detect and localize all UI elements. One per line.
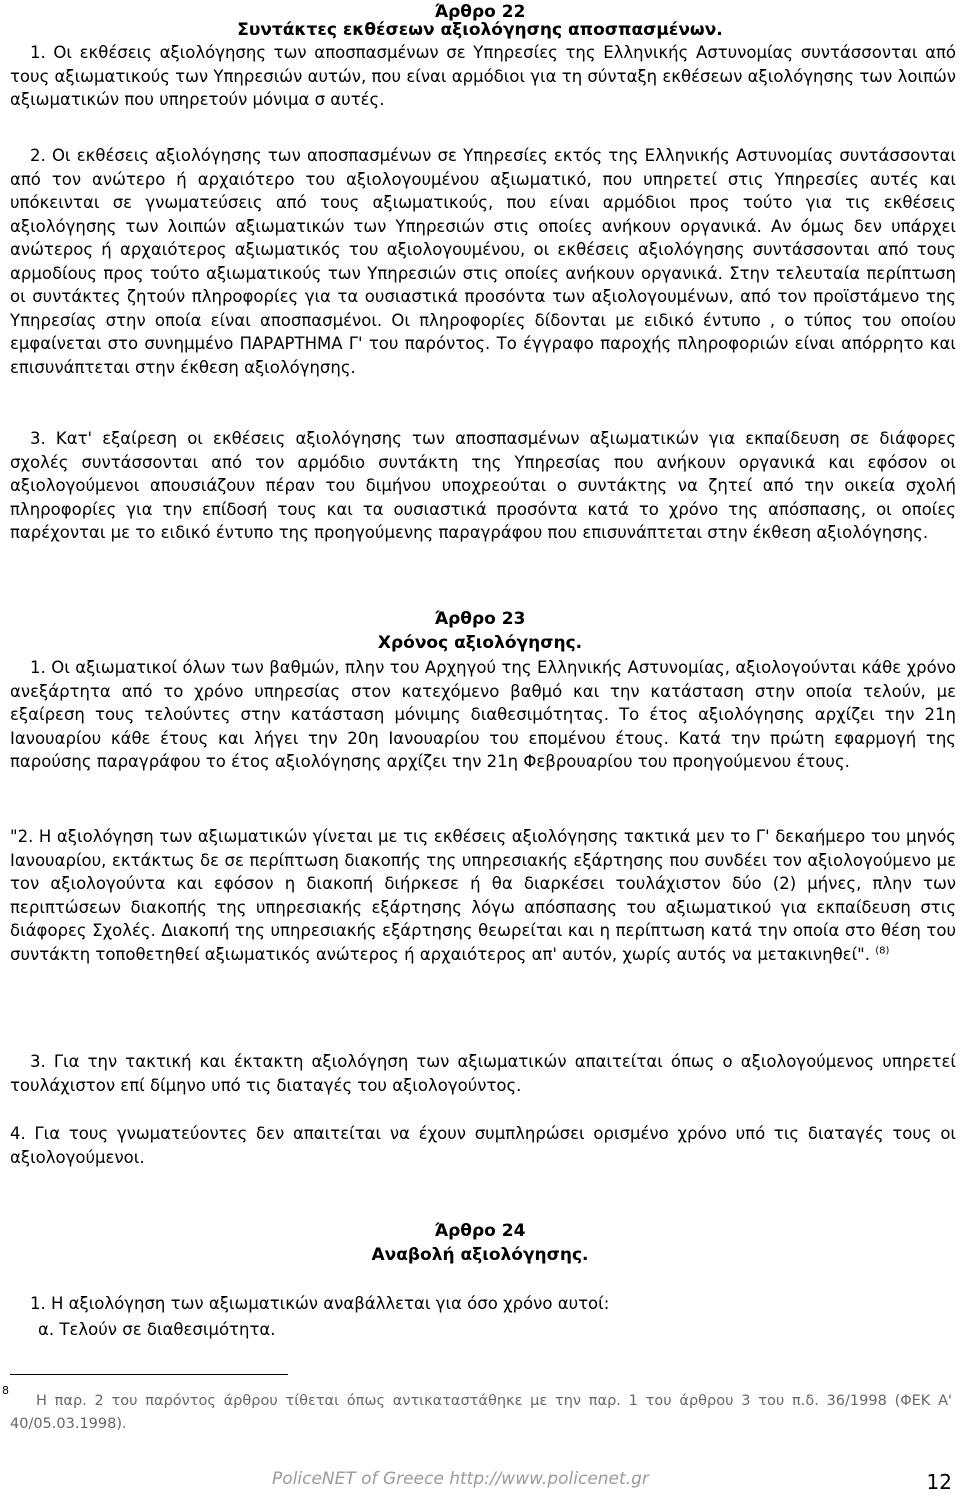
article-23-paragraph-4: 4. Για τους γνωματεύοντες δεν απαιτείται να έχουν συμπληρώσει ορισμένο χρόνο υπό τις διαταγές τους οι αξιολογούμενοι. (10, 1124, 956, 1167)
article-23-paragraph-1: 1. Οι αξιωματικοί όλων των βαθμών, πλην του Αρχηγού της Ελληνικής Αστυνομίας, αξιολογούνται κάθε χρόνο ανεξάρτητα από το χρόνο υπηρεσίας στον κατεχόμενο βαθμό και την κατάσταση στην οποία τελούν, με εξαίρεση τους τελούντες στην κατάσταση μόνιμης διαθεσιμότητας. Το έτος αξιολόγησης αρχίζει την 21η Ιανουαρίου κάθε έτους και λήγει την 20η Ιανουαρίου του επομένου έτους. Κατά την πρώτη εφαρμογή της παρούσης παραγράφου το έτος αξιολόγησης αρχίζει την 21η Φεβρουαρίου του προηγούμενου έτους. (10, 658, 956, 771)
article-23-title: Άρθρο 23 (434, 609, 526, 629)
article-24-title: Άρθρο 24 (434, 1221, 526, 1241)
article-23-subtitle: Χρόνος αξιολόγησης. (377, 633, 583, 653)
footnote-text: Η παρ. 2 του παρόντος άρθρου τίθεται όπως αντικαταστάθηκε με την παρ. 1 του άρθρου 3 του π.δ. 36/1998 (ΦΕΚ Α' 40/05.03.1998). (10, 1393, 952, 1432)
footnote-divider (10, 1374, 288, 1375)
article-22-paragraph-2: 2. Οι εκθέσεις αξιολόγησης των αποσπασμένων σε Υπηρεσίες εκτός της Ελληνικής Αστυνομίας συντάσσονται από τον ανώτερο ή αρχαιότερο του αξιολογουμένου αξιωματικό, που υπηρετεί στις Υπηρεσίες αυτές και υπόκεινται σε γνωματεύσεις από τους αξιωματικούς, που είναι αρμόδιοι προς τούτο για τις εκθέσεις αξιολόγησης των λοιπών αξιωματικών των Υπηρεσιών στις οποίες ανήκουν οργανικά. Αν όμως δεν υπάρχει ανώτερος ή αρχαιότερος αξιωματικός του αξιολογουμένου, οι εκθέσεις αξιολόγησης συντάσσονται από τους αρμοδίους προς τούτο αξιωματικούς των Υπηρεσιών στις οποίες ανήκουν οργανικά. Στην τελευταία περίπτωση οι συντάκτες ζητούν πληροφορίες για τα ουσιαστικά προσόντα των αξιολογουμένων, από τον προϊστάμενο της Υπηρεσίας στην οποία είναι αποσπασμένοι. Οι πληροφορίες δίδονται με ειδικό έντυπο , ο τύπος του οποίου εμφαίνεται στο συνημμένο ΠΑΡΑΡΤΗΜΑ Γ' του παρόντος. Το έγγραφο παροχής πληροφοριών είναι απόρρητο και επισυνάπτεται στην έκθεση αξιολόγησης. (10, 146, 956, 377)
article-22-subtitle: Συντάκτες εκθέσεων αξιολόγησης αποσπασμένων. (237, 20, 723, 40)
article-22-title: Άρθρο 22 (434, 2, 526, 22)
article-24-subtitle: Αναβολή αξιολόγησης. (371, 1245, 589, 1265)
article-23-paragraph-2-text: "2. Η αξιολόγηση των αξιωματικών γίνεται με τις εκθέσεις αξιολόγησης τακτικά μεν το Γ' δεκαήμερο του μηνός Ιανουαρίου, εκτάκτως δε σε περίπτωση διακοπής της υπηρεσιακής εξάρτησης που συνδέει τον αξιολογούμενο με τον αξιολογούντα και εφόσον η διακοπή διήρκεσε ή θα διαρκέσει τουλάχιστον δύο (2) μήνες, πλην των περιπτώσεων διακοπής της υπηρεσιακής εξάρτησης λόγω απόσπασης του αξιωματικού για εκπαίδευση στις διάφορες Σχολές. Διακοπή της υπηρεσιακής εξάρτησης θεωρείται και η περίπτωση κατά την οποία στο θέση του συντάκτη τοποθετηθεί αξιωματικός ανώτερος ή αρχαιότερος απ' αυτόν, χωρίς αυτός να μετακινηθεί". (10, 827, 956, 964)
page-number: 12 (926, 1470, 952, 1494)
article-22-paragraph-1: 1. Οι εκθέσεις αξιολόγησης των αποσπασμένων σε Υπηρεσίες της Ελληνικής Αστυνομίας συντάσσονται από τους αξιωματικούς των Υπηρεσιών αυτών, που είναι αρμόδιοι για τη σύνταξη εκθέσεων αξιολόγησης των λοιπών αξιωματικών που υπηρετούν μόνιμα σ αυτές. (10, 43, 956, 109)
article-24-item-a: α. Τελούν σε διαθεσιμότητα. (38, 1320, 276, 1339)
article-24-paragraph-1: 1. Η αξιολόγηση των αξιωματικών αναβάλλεται για όσο χρόνο αυτοί: (30, 1294, 610, 1313)
article-22-paragraph-3: 3. Κατ' εξαίρεση οι εκθέσεις αξιολόγησης των αποσπασμένων αξιωματικών για εκπαίδευση σε διάφορες σχολές συντάσσονται από τον αρμόδιο συντάκτη της Υπηρεσίας που ανήκουν οργανικά και εφόσον οι αξιολογούμενοι απουσιάζουν πέραν του διμήνου υποχρεούται ο συντάκτης να ζητεί από την οικεία σχολή πληροφορίες για την επίδοσή τους και τα ουσιαστικά προσόντα κατά το χρόνο της απόσπασης, οι οποίες παρέχονται με το ειδικό έντυπο της προηγούμενης παραγράφου που επισυνάπτεται στην έκθεση αξιολόγησης. (10, 429, 956, 542)
footnote-number: 8 (2, 1384, 9, 1397)
footer-source-link[interactable]: PoliceNET of Greece http://www.policenet.gr (272, 1469, 649, 1489)
article-23-paragraph-2 (10, 825, 956, 966)
article-23-paragraph-3: 3. Για την τακτική και έκτακτη αξιολόγηση των αξιωματικών απαιτείται όπως ο αξιολογούμενος υπηρετεί τουλάχιστον επί δίμηνο υπό τις διαταγές του αξιολογούντος. (10, 1052, 956, 1095)
footnote-reference[interactable]: (8) (875, 945, 890, 956)
